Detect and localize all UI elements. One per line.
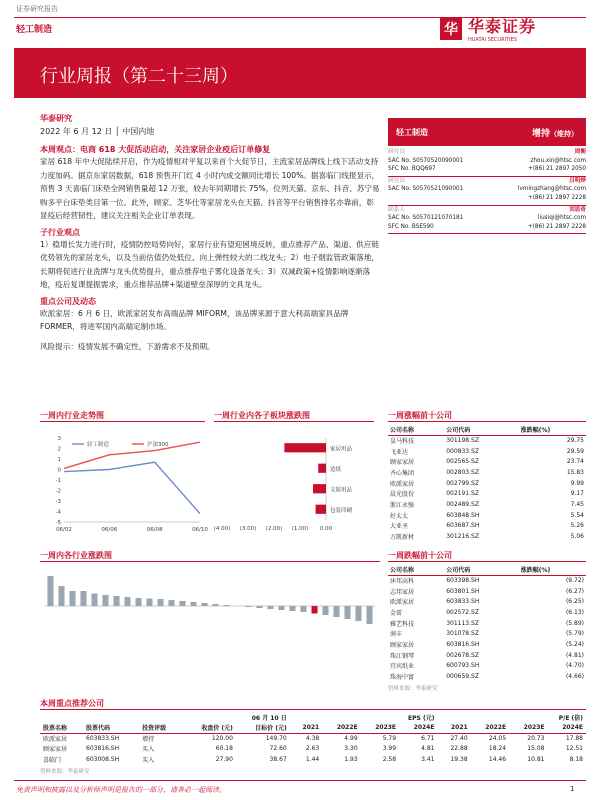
- recommend-title: 本周重点推荐公司: [40, 699, 104, 708]
- industry-bar: [256, 606, 262, 608]
- top10-row: 飞亚达 000833.SZ 29.59: [390, 447, 584, 456]
- top10-row: 好太太 603848.SH 5.54: [390, 511, 584, 520]
- industry-bar: [212, 604, 218, 606]
- section-heading-3: 重点公司及动态: [40, 296, 96, 306]
- logo-mark: 华: [440, 18, 462, 40]
- rating-note: （维持）: [550, 129, 578, 138]
- rating-bar: [388, 118, 586, 146]
- x-tick-label: (1.00): [291, 526, 309, 532]
- x-tick-label: (3.00): [239, 526, 257, 532]
- bar: [318, 464, 326, 473]
- industry-bar: [245, 606, 251, 607]
- industry-bar: [201, 603, 207, 606]
- section-body-3: 欧派家居：6 月 6 日，欧派家居发布高端品牌 MIFORM，该品牌来源于意大利高端家具品牌 FORMER，将进军国内高端定制市场。: [40, 308, 349, 331]
- main-body: [40, 144, 380, 353]
- rating-panel: [388, 118, 586, 234]
- bottom10-table: 公司名称 公司代码 涨跌幅(%) 沐邦高科 603398.SH (9.72) 志邦家居 603801.SH (6.27) 欧派家居 603833.SH (6.25) 金雷 002572.SZ (6.13) 雅艺科技 301113.SZ (5.89) 润丰 301078.SZ (5.79) 顾家家居 603816.SH (5.24) 珠江钢琴 002678.SZ (4.81) 宜宾纸业 600793.SH (4.70) 珠海中富 000659.SZ (4.66): [388, 564, 586, 682]
- sub-chart-title-wrap: [214, 410, 374, 422]
- x-tick-label: 06/06: [101, 527, 118, 533]
- y-tick-label: -1: [55, 478, 61, 484]
- legend-label: 沪深300: [147, 442, 169, 448]
- industry-bar: [344, 606, 350, 619]
- recommend-panel: [40, 698, 586, 775]
- y-tick-label: 3: [57, 436, 61, 442]
- recommend-table: 06 月 10 日 EPS (元) P/E (倍) 股票名称 股票代码 投资评级 收盘价 (元) 目标价 (元) 2021 2022E 2023E 2024E 2021 2022E 2023E 2024E 欧派家居 603833.SH 增持 120.00 149.70 4.38 4.99 5.79 6.71 27.40 24.05 20.73 17.88 顾家家居 603816.SH 买入 60.18 72.60 2.63 3.30 3.99 4.81 22.88 18.24 15.08 12.51 喜临门 603008.SH 买入 27.90 38.67 1.44 1.93 2.58 3.41 19.38 14.46 10.81 8.18: [40, 712, 586, 765]
- industry-bar: [190, 602, 196, 606]
- rating-value: 增持: [531, 128, 550, 139]
- industry-bar: [300, 606, 306, 612]
- bottom10-row: 金雷 002572.SZ (6.13): [390, 608, 584, 617]
- bottom10-row: 雅艺科技 301113.SZ (5.89): [390, 619, 584, 628]
- industry-bar: [355, 606, 361, 621]
- rating-industry: 轻工制造: [396, 127, 428, 137]
- top10-row: 皇马科技 301198.SZ 29.75: [390, 437, 584, 446]
- section-body-1: 家居 618 年中大促陆续开启，作为疫情相对平复以来首个大促节日，主流家居品牌线上线下活动支持力度加码。据京东家居数据，618 预售开门红 4 小时内成交额同比增长 100%。据喜临门线报显示，预售 3 天喜临门床垫全网销售量超 12 万张，较去年同期增长 75%，位列天猫、京东、抖音、苏宁易购多平台床垫类目第一位。此外，顾家、芝华仕等家居龙头在天猫、抖音等平台销售排名亦靠前，彰显疫后经营韧性，建议关注相关企业订单表现。: [40, 157, 380, 220]
- top10-row: 齐心集团 002803.SZ 15.83: [390, 468, 584, 477]
- disclaimer: 免责声明和披露以及分析师声明是报告的一部分，请务必一起阅读。: [16, 786, 226, 794]
- x-tick-label: 06/10: [192, 527, 208, 533]
- bottom10-row: 宜宾纸业 600793.SH (4.70): [390, 662, 584, 671]
- risk-note: 风险提示：疫情发展不确定性，下游需求不及预期。: [40, 341, 215, 351]
- category-label: 造纸: [330, 466, 342, 473]
- category-label: 文娱用品: [330, 487, 353, 494]
- x-tick-label: 06/02: [56, 527, 72, 533]
- bottom10-title: 一周跌幅前十公司: [388, 551, 452, 560]
- industry-bar: [58, 586, 64, 606]
- y-tick-label: 0: [57, 467, 61, 474]
- industry-bar: [124, 597, 130, 606]
- trend-chart-title-wrap: [40, 410, 205, 422]
- bottom10-row: 志邦家居 603801.SH (6.27): [390, 587, 584, 596]
- series-line-2: [64, 442, 200, 468]
- logo-cn: 华泰证券: [468, 17, 537, 36]
- sub-chart-title: 一周行业内各子板块涨跌图: [214, 411, 310, 420]
- top10-row: 晨光股份 002191.SZ 9.17: [390, 490, 584, 499]
- recommend-row: 欧派家居 603833.SH 增持 120.00 149.70 4.38 4.99 5.79 6.71 27.40 24.05 20.73 17.88: [43, 735, 583, 743]
- x-tick-label: (4.00): [213, 526, 231, 532]
- x-tick-label: (2.00): [265, 526, 283, 532]
- industry-bar: [168, 600, 174, 606]
- legend-label: 轻工制造: [87, 442, 110, 448]
- industry-bar: [267, 606, 273, 609]
- bar: [284, 443, 326, 452]
- bottom10-panel: [388, 550, 586, 692]
- footer-rule: [14, 780, 586, 781]
- top10-row: 浙江永强 002489.SZ 7.45: [390, 500, 584, 509]
- date-line: 2022 年 6 月 12 日 │ 中国内地: [40, 127, 155, 136]
- trend-line-chart: [40, 430, 208, 540]
- top10-table: 公司名称 公司代码 涨跌幅(%) 皇马科技 301198.SZ 29.75 飞亚达 000833.SZ 29.59 顾家家居 002565.SZ 23.74 齐心集团 002803.SZ 15.83 欧派家居 002799.SZ 9.99 晨光股份 002191.SZ 9.17 浙江永强 002489.SZ 7.45 好太太 603848.SH 5.54 大亚圣 603687.SH 5.26 万凯新材 301216.SZ 5.06: [388, 424, 586, 542]
- y-tick-label: -2: [55, 488, 61, 495]
- org-name: 华泰研究: [40, 114, 72, 123]
- page-number: 1: [570, 785, 575, 793]
- all-chart-title-wrap: [40, 550, 380, 562]
- section-heading-2: 子行业观点: [40, 227, 80, 237]
- analyst-3: 联系人 刘思奇 SAC No. S0570121070181 liusiqi@htsc.com SFC No. BSE590 +(86) 21 2897 2228: [388, 206, 586, 235]
- industry-bar: [322, 606, 328, 615]
- y-tick-label: -4: [55, 509, 61, 516]
- category-label: 家居用品: [330, 446, 353, 453]
- industry-bar: [80, 591, 86, 606]
- top10-row: 万凯新材 301216.SZ 5.06: [390, 533, 584, 542]
- section-heading-1: 本周观点：电商 618 大促活动启动，关注家居企业疫后订单修复: [40, 145, 271, 154]
- report-type: 证券研究报告: [16, 5, 58, 13]
- bar: [316, 505, 326, 514]
- all-industries-bar-chart: [40, 566, 380, 666]
- analyst-list: [388, 146, 586, 234]
- industry-bar: [113, 596, 119, 606]
- industry-bar: [311, 606, 317, 614]
- analyst-1: 研究员 周衡 SAC No. S0570520090001 zhou.xin@htsc.com SFC No. BQQ697 +(86) 21 2897 2050: [388, 148, 586, 177]
- bottom10-row: 欧派家居 603833.SH (6.25): [390, 598, 584, 607]
- industry-bar: [47, 576, 53, 606]
- logo: [440, 14, 536, 43]
- industry-bar: [289, 606, 295, 611]
- bar: [313, 484, 326, 493]
- industry-bar: [146, 599, 152, 607]
- source-note: 资料来源：华泰研究: [388, 685, 438, 692]
- x-tick-label: 06/08: [146, 527, 163, 533]
- industry-bar: [278, 606, 284, 610]
- logo-en: HUATAI SECURITIES: [468, 37, 517, 43]
- industry-bar: [91, 594, 97, 607]
- industry-bar: [69, 591, 75, 606]
- industry-bar: [157, 599, 163, 606]
- recommend-row: 顾家家居 603816.SH 买入 60.18 72.60 2.63 3.30 3.99 4.81 22.88 18.24 15.08 12.51: [43, 745, 583, 754]
- industry-bar: [333, 606, 339, 617]
- y-tick-label: 1: [57, 457, 61, 463]
- bottom10-row: 珠海中富 000659.SZ (4.66): [390, 673, 584, 682]
- industry-bar: [102, 595, 108, 606]
- report-title: 行业周报（第二十三周）: [40, 66, 238, 87]
- industry-bar: [179, 601, 185, 606]
- x-tick-label: 0.00: [319, 526, 333, 532]
- bottom10-row: 珠江钢琴 002678.SZ (4.81): [390, 651, 584, 660]
- industry-bar: [223, 605, 229, 606]
- industry-bar: [366, 606, 372, 624]
- top10-panel: [388, 410, 586, 542]
- section-body-2: 1）稳增长发力进行时，疫情防控局势向好，家居行业有望迎困境反转，重点推荐产品、渠道、供应链优势领先的家居龙头，以及当前估值仍处低位、向上弹性较大的二线龙头；2）电子烟监管政策落地，长期将促进行业洗牌与龙头优势提升，重点推荐电子雾化设备龙头；3）双减政策+疫情影响逐渐落地，疫后复课提振需求，重点推荐品牌+渠道壁垒深厚的文具龙头。: [40, 239, 379, 289]
- top10-row: 大亚圣 603687.SH 5.26: [390, 522, 584, 531]
- trend-chart-title: 一周内行业走势图: [40, 411, 104, 420]
- industry-bar: [135, 598, 141, 606]
- bottom10-row: 沐邦高科 603398.SH (9.72): [390, 577, 584, 586]
- y-tick-label: -5: [55, 520, 61, 526]
- y-tick-label: -3: [55, 499, 61, 505]
- rec-source-note: 资料来源：华泰研究: [40, 768, 90, 775]
- top10-row: 欧派家居 002799.SZ 9.99: [390, 479, 584, 488]
- analyst-2: 研究员 吕明烨 SAC No. S0570521090001 lvmingzhang@htsc.com +(86) 21 2897 2228: [388, 177, 586, 206]
- series-line-1: [64, 462, 200, 513]
- y-tick-label: 2: [57, 446, 61, 453]
- category-label: 包装印刷: [330, 507, 353, 514]
- recommend-row: 喜临门 603008.SH 买入 27.90 38.67 1.44 1.93 2.58 3.41 19.38 14.46 10.81 8.18: [43, 755, 583, 764]
- top10-title: 一周涨幅前十公司: [388, 411, 452, 420]
- bottom10-row: 顾家家居 603816.SH (5.24): [390, 640, 584, 649]
- sub-sector-bar-chart: [214, 430, 384, 540]
- all-chart-title: 一周内各行业涨跌图: [40, 551, 112, 560]
- industry-tag: 轻工制造: [16, 25, 53, 35]
- bottom10-row: 润丰 301078.SZ (5.79): [390, 630, 584, 639]
- top10-row: 顾家家居 002565.SZ 23.74: [390, 458, 584, 467]
